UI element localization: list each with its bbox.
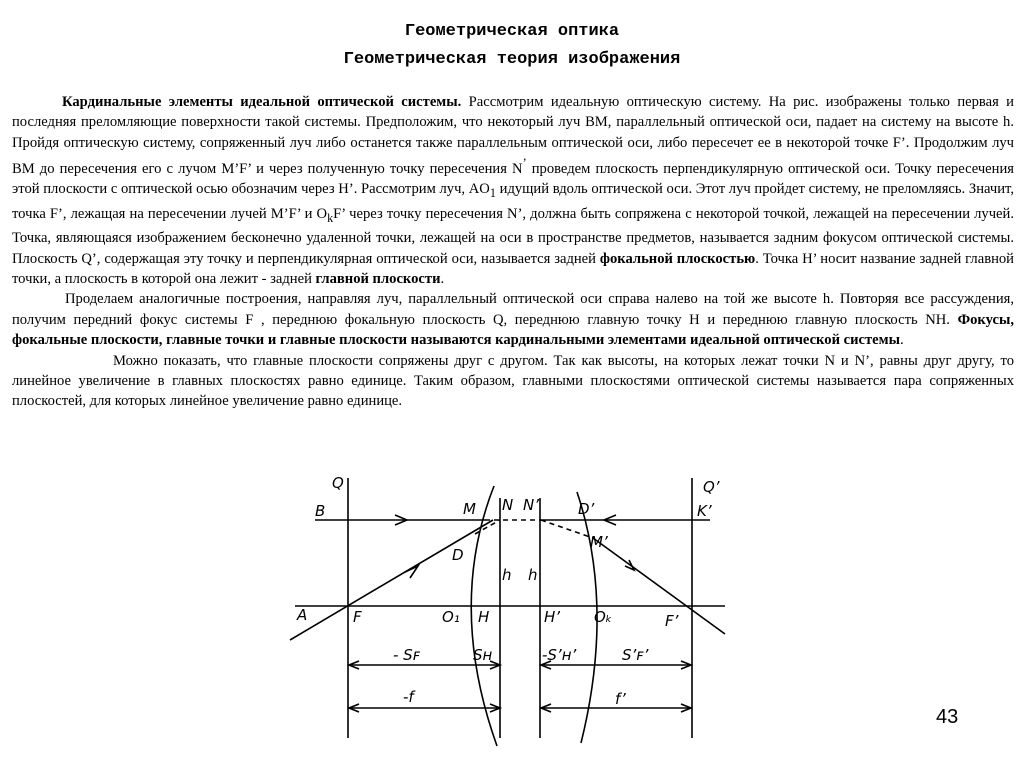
paragraph-1-text: F’ через точку пересечения N’, должна быть сопряжена с некоторой точкой, лежащей на пересечении лучей. Точка, являющаяся изображением бесконечно удаленной точки, лежащей на оси в пространстве предметов, называется задним фокусом оптической системы. Плоскость Q’, содержащая эту точку и перпендикулярная оптической оси, называется задней <box>12 205 1014 267</box>
label-f: F <box>353 608 362 626</box>
title-line-1: Геометрическая оптика <box>404 22 620 41</box>
label-m-prime: M’ <box>590 533 608 551</box>
optics-diagram <box>285 468 730 748</box>
paragraph-2 <box>12 289 1014 350</box>
label-a: A <box>297 606 308 624</box>
label-k-prime: K’ <box>697 502 712 520</box>
paragraph-1-text: . <box>440 270 445 287</box>
paragraph-2-text: . <box>899 332 904 349</box>
paragraph-1-text: Рассмотрим идеальную оптическую систему. На рис. изображены только первая и последняя преломляющие поверхности такой системы. Предположим, что некоторый луч BM, параллельный оптической оси, падает на систему на высоте h. Пройдя оптическую систему, сопряженный луч либо останется также параллельным оптической оси, либо пересечет ее в некоторой точке F’. Продолжим луч BM до пересечения его с лучом M’F’ и через полученную точку пересечения N <box>12 94 1014 178</box>
label-d-prime: D’ <box>578 500 595 518</box>
label-q-prime: Q’ <box>703 478 720 496</box>
ray-mf <box>593 538 725 634</box>
label-f-dist: -f <box>403 688 414 706</box>
label-n: N <box>502 496 514 514</box>
page-number: 43 <box>936 706 959 728</box>
label-q: Q <box>332 474 344 492</box>
sup-prime: ’ <box>522 156 527 171</box>
label-h-2: h <box>528 566 538 584</box>
paragraph-1-text: . Точка H’ носит название задней главной точки, а плоскость в которой она лежит - задней <box>12 250 1014 287</box>
label-o1: O₁ <box>442 608 460 626</box>
label-sf: - Sꜰ <box>393 646 421 664</box>
label-n-prime: N’ <box>523 496 539 514</box>
label-sh: Sʜ <box>473 646 493 664</box>
ray-ad <box>290 520 493 640</box>
paragraph-1-heading: Кардинальные элементы идеальной оптической системы. <box>62 94 462 110</box>
label-f-prime: F’ <box>665 612 679 630</box>
label-b: B <box>315 502 326 520</box>
paragraph-2-definition: Фокусы, фокальные плоскости, главные точки и главные плоскости называются кардинальными элементами идеальной оптической системы <box>12 311 1014 349</box>
label-f-prime-dist: f’ <box>615 690 626 708</box>
label-ok: Oₖ <box>594 608 613 626</box>
paragraph-1-text: идущий вдоль оптической оси. Этот луч пройдет систему, не преломляясь. Значит, точка F’, лежащая на пересечении лучей M’F’ и O <box>12 181 1014 222</box>
paragraph-1-text: проведем плоскость перпендикулярную оптической оси. Точку пересечения этой плоскости с оптической осью обозначим через H’. Рассмотрим луч, AO <box>12 161 1014 198</box>
paragraph-1 <box>12 92 1014 289</box>
term-principal-plane: главной плоскости <box>315 270 441 287</box>
sub-k: k <box>327 210 334 225</box>
label-d: D <box>452 546 464 564</box>
title-line-2: Геометрическая теория изображения <box>343 50 681 69</box>
label-h-point: H <box>478 608 490 626</box>
label-h-prime: H’ <box>544 608 561 626</box>
term-focal-plane: фокальной плоскостью <box>599 250 756 267</box>
label-sh-prime: -S’ʜ’ <box>542 646 577 664</box>
body-text <box>12 92 1014 412</box>
label-sf-prime: S’ꜰ’ <box>622 646 649 664</box>
paragraph-3: Можно показать, что главные плоскости сопряжены друг с другом. Так как высоты, на которых лежат точки N и N’, равны друг другу, то линейное увеличение в главных плоскостях равно единице. Таким образом, главными плоскостями оптической системы называется пара сопряженных плоскостей, для которых линейное увеличение равно единице. <box>12 352 1014 410</box>
ray-dn-extension <box>475 520 500 534</box>
sub-1: 1 <box>489 186 496 201</box>
paragraph-2-text: Проделаем аналогичные построения, направляя луч, параллельный оптической оси справа налево на той же высоте h. Повторяя все рассуждения, получим передний фокус системы F , переднюю фокальную плоскость Q, переднюю главную точку H и переднюю главную плоскость NH. <box>12 291 1014 328</box>
label-h-1: h <box>502 566 512 584</box>
label-m: M <box>463 500 476 518</box>
